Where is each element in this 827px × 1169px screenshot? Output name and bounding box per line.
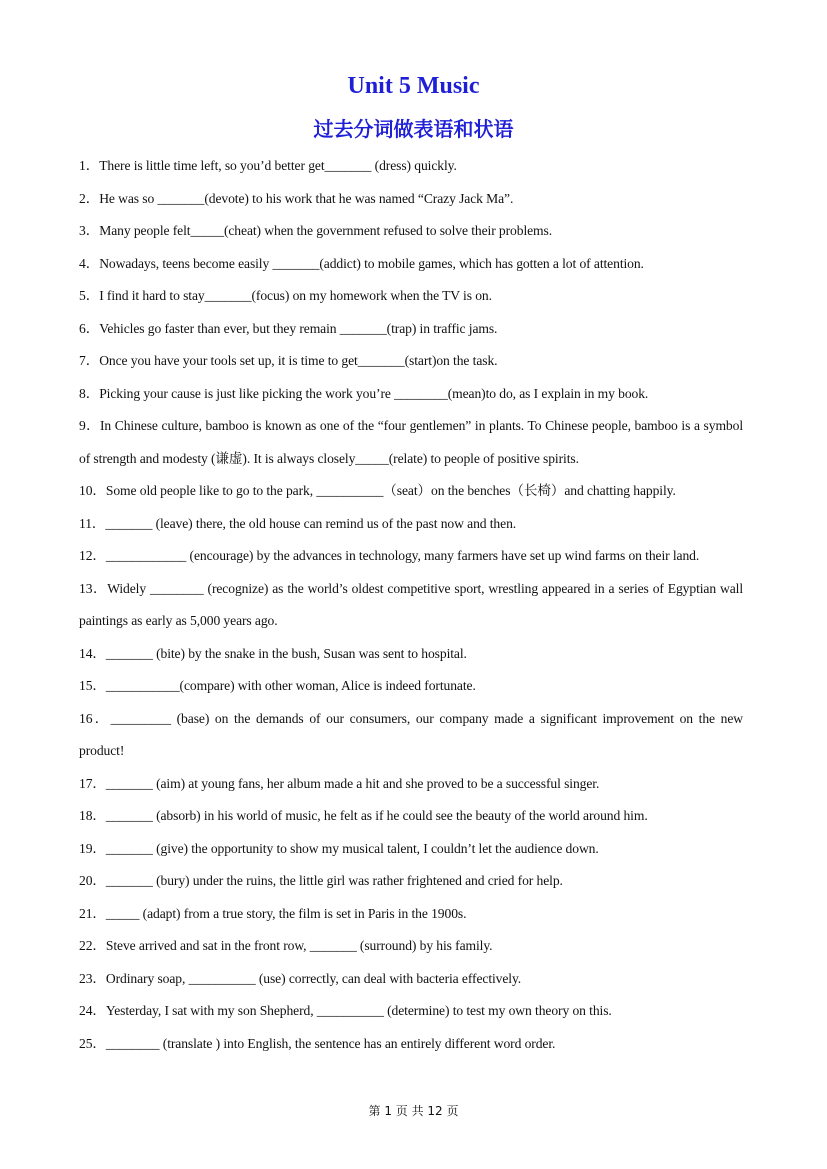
question-item — [79, 995, 743, 1028]
question-number: 14． — [79, 645, 106, 661]
question-number: 4． — [79, 255, 100, 271]
question-text: I find it hard to stay_______(focus) on my homework when the TV is on. — [99, 288, 492, 303]
question-text: ___________(compare) with other woman, Alice is indeed fortunate. — [105, 678, 476, 693]
question-item — [79, 865, 743, 898]
question-text: Nowadays, teens become easily _______(addict) to mobile games, which has gotten a lot of attention. — [99, 255, 644, 271]
question-item — [79, 313, 743, 346]
question-text: There is little time left, so you’d better get_______ (dress) quickly. — [99, 158, 457, 173]
question-number: 25． — [79, 1035, 106, 1051]
question-text: Widely ________ (recognize) as the world’s oldest competitive sport, wrestling appeared in a series of Egyptian wall paintings as early as 5,000 years ago. — [79, 580, 743, 628]
question-text: _______ (leave) there, the old house can remind us of the past now and then. — [105, 515, 517, 531]
question-item — [79, 573, 743, 638]
question-text: In Chinese culture, bamboo is known as one of the “four gentlemen” in plants. To Chinese people, bamboo is a symbol of strength and modesty (谦虚). It is always closely_____(relate) to people of positive spirits. — [79, 418, 743, 466]
question-list — [79, 150, 743, 1060]
question-item — [79, 215, 743, 248]
question-text: _______ (aim) at young fans, her album made a hit and she proved to be a successful singer. — [105, 775, 600, 791]
question-item — [79, 800, 743, 833]
question-number: 18． — [79, 808, 106, 823]
question-number: 19． — [79, 840, 106, 856]
question-item — [79, 508, 743, 541]
question-number: 13． — [79, 580, 108, 596]
question-number: 15． — [79, 678, 106, 693]
question-number: 12． — [79, 548, 106, 563]
question-text: ____________ (encourage) by the advances in technology, many farmers have set up wind farms on their land. — [105, 548, 700, 563]
question-number: 10． — [79, 483, 106, 498]
question-item — [79, 703, 743, 768]
question-text: He was so _______(devote) to his work that he was named “Crazy Jack Ma”. — [99, 190, 514, 206]
question-text: _______ (bite) by the snake in the bush, Susan was sent to hospital. — [105, 645, 467, 661]
question-text: Ordinary soap, __________ (use) correctly, can deal with bacteria effectively. — [105, 970, 522, 986]
question-number: 2． — [79, 190, 100, 206]
question-number: 24． — [79, 1003, 106, 1018]
question-number: 8． — [79, 385, 100, 401]
question-number: 22． — [79, 938, 106, 953]
question-text: _____ (adapt) from a true story, the film is set in Paris in the 1900s. — [105, 905, 467, 921]
question-text: _______ (absorb) in his world of music, he felt as if he could see the beauty of the world around him. — [105, 808, 648, 823]
question-number: 23． — [79, 970, 106, 986]
question-text: Once you have your tools set up, it is time to get_______(start)on the task. — [99, 353, 498, 368]
question-item — [79, 768, 743, 801]
question-item — [79, 150, 743, 183]
question-text: Steve arrived and sat in the front row, _______ (surround) by his family. — [105, 938, 493, 953]
question-text: Vehicles go faster than ever, but they remain _______(trap) in traffic jams. — [99, 320, 498, 336]
question-item — [79, 898, 743, 931]
question-number: 16． — [79, 710, 111, 726]
question-text: Many people felt_____(cheat) when the government refused to solve their problems. — [99, 223, 553, 238]
question-number: 11． — [79, 515, 106, 531]
question-number: 20． — [79, 873, 106, 888]
question-item — [79, 670, 743, 703]
question-item — [79, 930, 743, 963]
question-item — [79, 280, 743, 313]
question-text: ________ (translate ) into English, the sentence has an entirely different word order. — [105, 1035, 556, 1051]
question-item — [79, 638, 743, 671]
question-number: 21． — [79, 905, 106, 921]
question-number: 9． — [79, 418, 100, 433]
question-number: 5． — [79, 288, 100, 303]
question-text: _________ (base) on the demands of our consumers, our company made a significant improvement on the new product! — [79, 710, 743, 758]
question-number: 6． — [79, 320, 100, 336]
question-number: 7． — [79, 353, 100, 368]
question-item — [79, 248, 743, 281]
page-subtitle: 过去分词做表语和状语 — [313, 117, 514, 141]
question-number: 17． — [79, 775, 106, 791]
question-item — [79, 475, 743, 508]
question-item — [79, 540, 743, 573]
question-text: Yesterday, I sat with my son Shepherd, __________ (determine) to test my own theory on this. — [105, 1003, 612, 1018]
question-item — [79, 1028, 743, 1061]
question-item — [79, 833, 743, 866]
question-text: _______ (give) the opportunity to show my musical talent, I couldn’t let the audience down. — [105, 840, 599, 856]
question-item — [79, 410, 743, 475]
question-item — [79, 183, 743, 216]
question-number: 1． — [79, 158, 100, 173]
page-footer: 第 1 页 共 12 页 — [368, 1104, 459, 1118]
question-item — [79, 345, 743, 378]
question-item — [79, 963, 743, 996]
page-title: Unit 5 Music — [347, 73, 480, 99]
question-item — [79, 378, 743, 411]
question-text: _______ (bury) under the ruins, the little girl was rather frightened and cried for help. — [105, 873, 563, 888]
question-number: 3． — [79, 223, 100, 238]
question-text: Picking your cause is just like picking the work you’re ________(mean)to do, as I explain in my book. — [99, 385, 649, 401]
question-text: Some old people like to go to the park, __________（seat）on the benches（长椅）and chatting happily. — [105, 483, 676, 498]
